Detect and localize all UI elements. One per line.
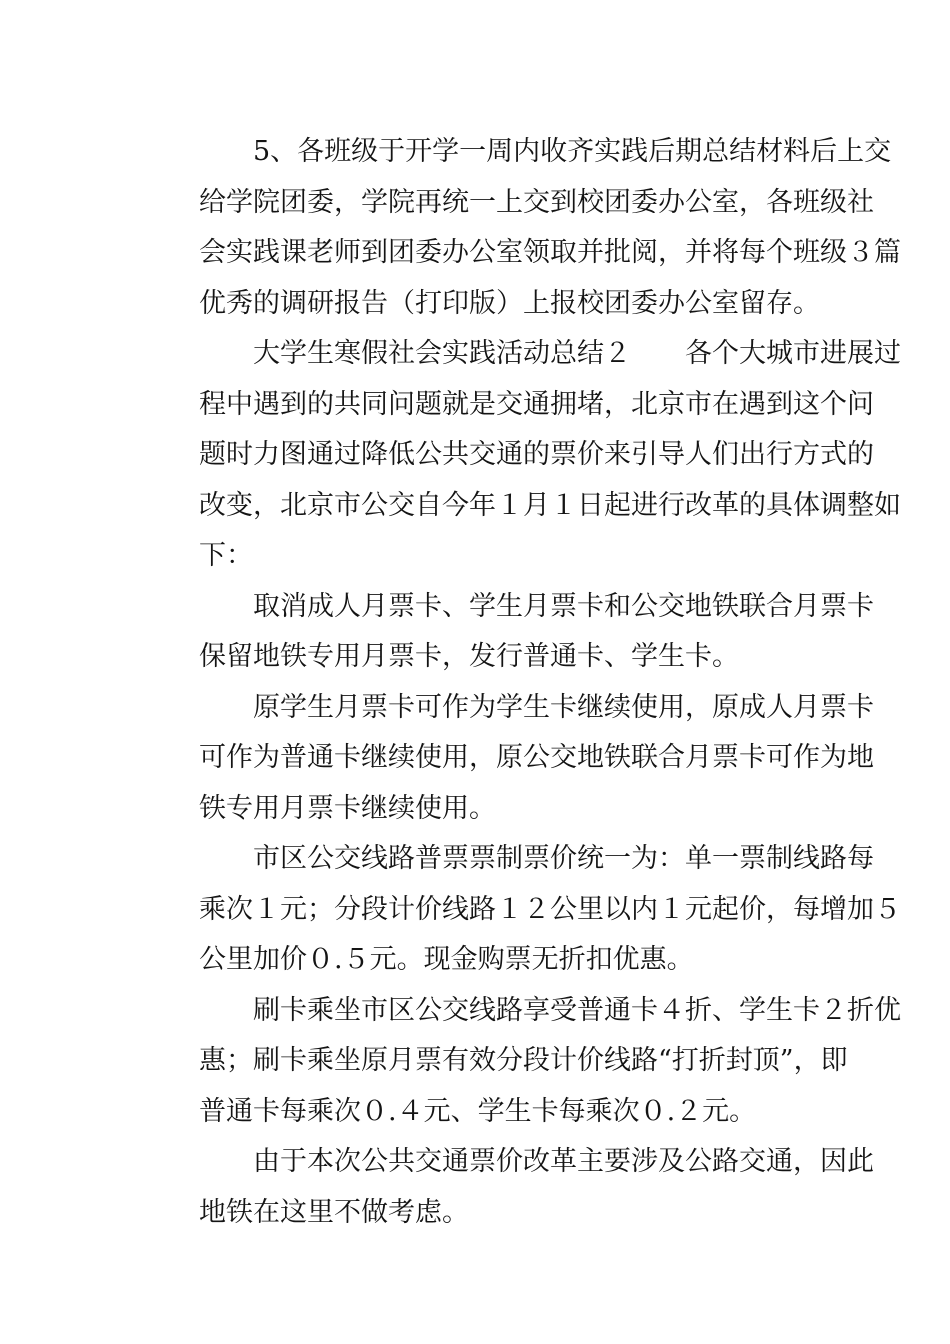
paragraph-line: 程中遇到的共同问题就是交通拥堵，北京市在遇到这个问: [199, 388, 874, 420]
document-body: [145, 127, 901, 1238]
paragraph-summary-intro: [145, 329, 901, 582]
paragraph-cancel-cards: [145, 582, 874, 683]
paragraph-card-conversion: [145, 683, 874, 835]
paragraph-line: 取消成人月票卡、学生月票卡和公交地铁联合月票卡: [253, 590, 874, 622]
paragraph-card-discounts: [145, 986, 901, 1138]
paragraph-line: 优秀的调研报告（打印版）上报校团委办公室留存。: [199, 287, 820, 319]
paragraph-line: 市区公交线路普票票制票价统一为：单一票制线路每: [253, 843, 874, 874]
paragraph-line: 刷卡乘坐市区公交线路享受普通卡４折、学生卡２折优: [253, 994, 901, 1026]
paragraph-subway-note: [145, 1137, 874, 1238]
paragraph-line: 下：: [199, 540, 253, 571]
paragraph-line: 公里加价０.５元。现金购票无折扣优惠。: [199, 944, 694, 975]
paragraph-line: 会实践课老师到团委办公室领取并批阅，并将每个班级３篇: [199, 237, 901, 268]
paragraph-line: 惠；刷卡乘坐原月票有效分段计价线路“打折封顶”，即: [199, 1045, 848, 1076]
paragraph-line: 地铁在这里不做考虑。: [199, 1196, 469, 1228]
paragraph-class-materials: [145, 127, 901, 329]
paragraph-line: 普通卡每乘次０.４元、学生卡每乘次０.２元。: [199, 1095, 757, 1127]
paragraph-line: 乘次１元；分段计价线路１２公里以内１元起价，每增加５: [199, 893, 901, 925]
paragraph-line: 由于本次公共交通票价改革主要涉及公路交通，因此: [253, 1146, 874, 1177]
paragraph-line: 题时力图通过降低公共交通的票价来引导人们出行方式的: [199, 439, 874, 470]
paragraph-line: 改变，北京市公交自今年１月１日起进行改革的具体调整如: [199, 489, 901, 521]
paragraph-fare-rules: [145, 834, 901, 986]
paragraph-line: 给学院团委，学院再统一上交到校团委办公室，各班级社: [199, 186, 874, 218]
paragraph-line: 原学生月票卡可作为学生卡继续使用，原成人月票卡: [253, 691, 874, 723]
paragraph-line: 大学生寒假社会实践活动总结２ 各个大城市进展过: [253, 338, 901, 369]
paragraph-line: 5、各班级于开学一周内收齐实践后期总结材料后上交: [253, 136, 892, 167]
paragraph-line: 保留地铁专用月票卡，发行普通卡、学生卡。: [199, 641, 739, 672]
paragraph-line: 可作为普通卡继续使用，原公交地铁联合月票卡可作为地: [199, 742, 874, 773]
paragraph-line: 铁专用月票卡继续使用。: [199, 792, 496, 824]
